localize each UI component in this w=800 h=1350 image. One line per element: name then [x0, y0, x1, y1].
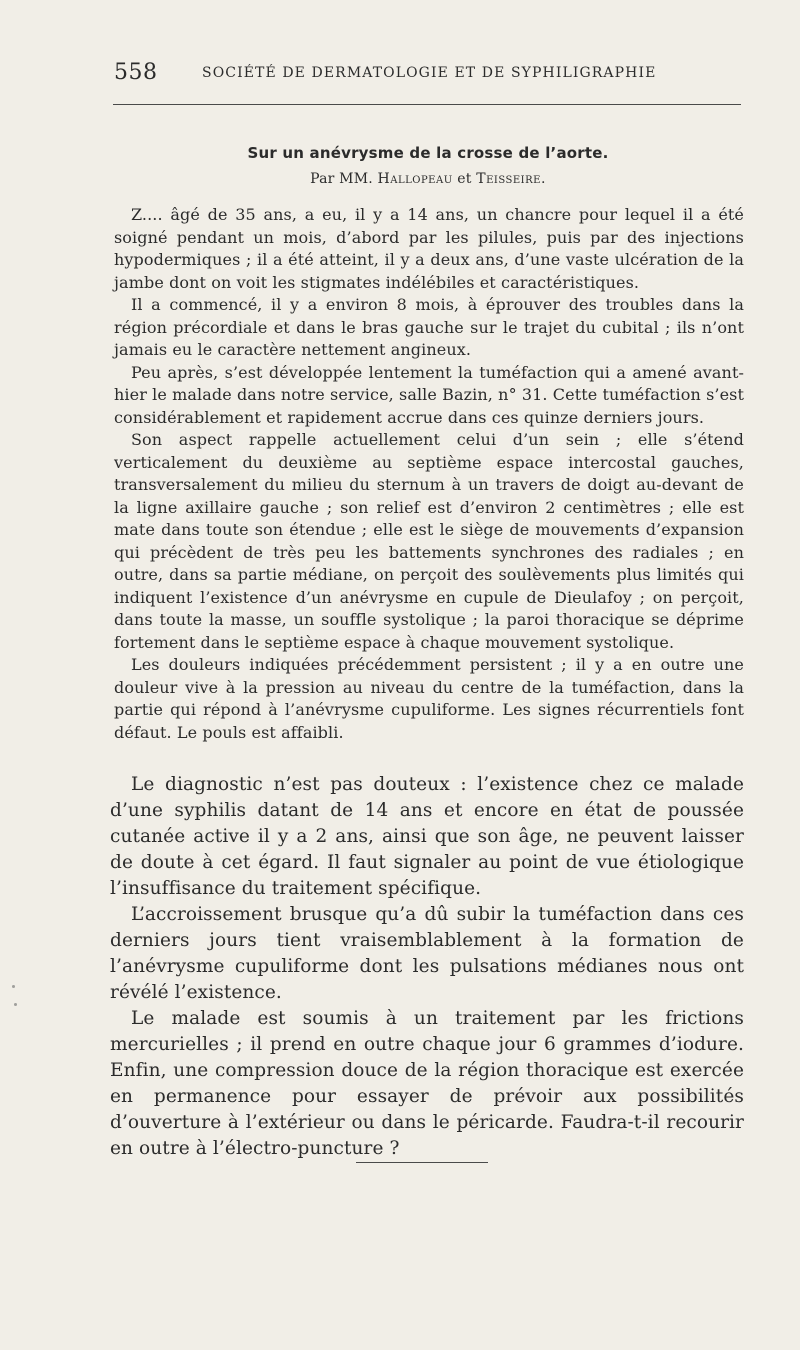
- observation-paragraph: Il a commencé, il y a environ 8 mois, à éprouver des troubles dans la région précordiale et dans le bras gauche sur le trajet du cubital ; ils n’ont jamais eu le caractère nettement angineux.: [114, 295, 744, 359]
- observation-paragraph: Peu après, s’est développée lentement la tuméfaction qui a amené avant-hier le malade dans notre service, salle Bazin, n° 31. Cette tuméfaction s’est considérablement et rapidement accrue dans ces quinze derniers jours.: [114, 362, 744, 427]
- authors-joiner: et: [457, 171, 472, 187]
- author-hallopeau: Hallopeau: [377, 171, 453, 187]
- discussion-paragraph: L’accroissement brusque qu’a dû subir la tuméfaction dans ces derniers jours tient vraisemblablement à la formation de l’anévrysme cupuliforme dont les pulsations médianes nous ont révélé l’existence.: [110, 904, 744, 1003]
- header-rule: [113, 104, 741, 105]
- observation-paragraph: Son aspect rappelle actuellement celui d’un sein ; elle s’étend verticalement du deuxième au septième espace intercostal gauches, transversalement du milieu du sternum à un travers de doigt au-devant de la ligne axillaire gauche ; son relief est d’environ 2 centimètres ; elle est mate dans toute son étendue ; elle est le siège de mouvements d’expansion qui précèdent de très peu les battements synchrones des radiales ; en outre, dans sa partie médiane, on perçoit des soulèvements plus limités qui indiquent l’existence d’un anévrysme en cupule de Dieulafoy ; on perçoit, dans toute la masse, un souffle systolique ; la paroi thoracique se déprime fortement dans le septième espace à chaque mouvement systolique.: [114, 430, 744, 652]
- discussion-paragraph: Le malade est soumis à un traitement par les frictions mercurielles ; il prend en outre chaque jour 6 grammes d’iodure. Enfin, une compression douce de la région thoracique est exercée en permanence pour essayer de prévoir aux possibilités d’ouverture à l’extérieur ou dans le péricarde. Faudra-t-il recourir en outre à l’électro-puncture ?: [110, 1008, 744, 1159]
- running-head: [114, 60, 744, 90]
- paper-speck: [14, 1003, 17, 1006]
- observation-paragraph: Les douleurs indiquées précédemment persistent ; il y a en outre une douleur vive à la pression au niveau du centre de la tuméfaction, dans la partie qui répond à l’anévrysme cupuliforme. Les signes récurrentiels font défaut. Le pouls est affaibli.: [114, 655, 744, 742]
- article-title: Sur un anévrysme de la crosse de l’aorte.: [247, 144, 609, 162]
- author-teisseire: Teisseire.: [476, 171, 546, 187]
- journal-title: SOCIÉTÉ DE DERMATOLOGIE ET DE SYPHILIGRAPHIE: [202, 65, 657, 81]
- paper-speck: [12, 985, 15, 988]
- discussion-paragraph: Le diagnostic n’est pas douteux : l’existence chez ce malade d’une syphilis datant de 14 ans et encore en état de poussée cutanée active il y a 2 ans, ainsi que son âge, ne peuvent laisser de doute à cet égard. Il faut signaler au point de vue étiologique l’insuffisance du traitement spécifique.: [110, 774, 744, 899]
- observation-paragraph: Z.... âgé de 35 ans, a eu, il y a 14 ans, un chancre pour lequel il a été soigné pendant un mois, d’abord par les pilules, puis par des injections hypodermiques ; il a été atteint, il y a deux ans, d’une vaste ulcération de la jambe dont on voit les stigmates indélébiles et caractéristiques.: [114, 205, 744, 292]
- authors-prefix: Par MM.: [310, 171, 373, 187]
- observation-section: [114, 204, 744, 744]
- discussion-section: [110, 772, 744, 1162]
- closing-rule: [356, 1162, 488, 1163]
- page-number: 558: [114, 60, 158, 85]
- article-authors: [114, 171, 742, 187]
